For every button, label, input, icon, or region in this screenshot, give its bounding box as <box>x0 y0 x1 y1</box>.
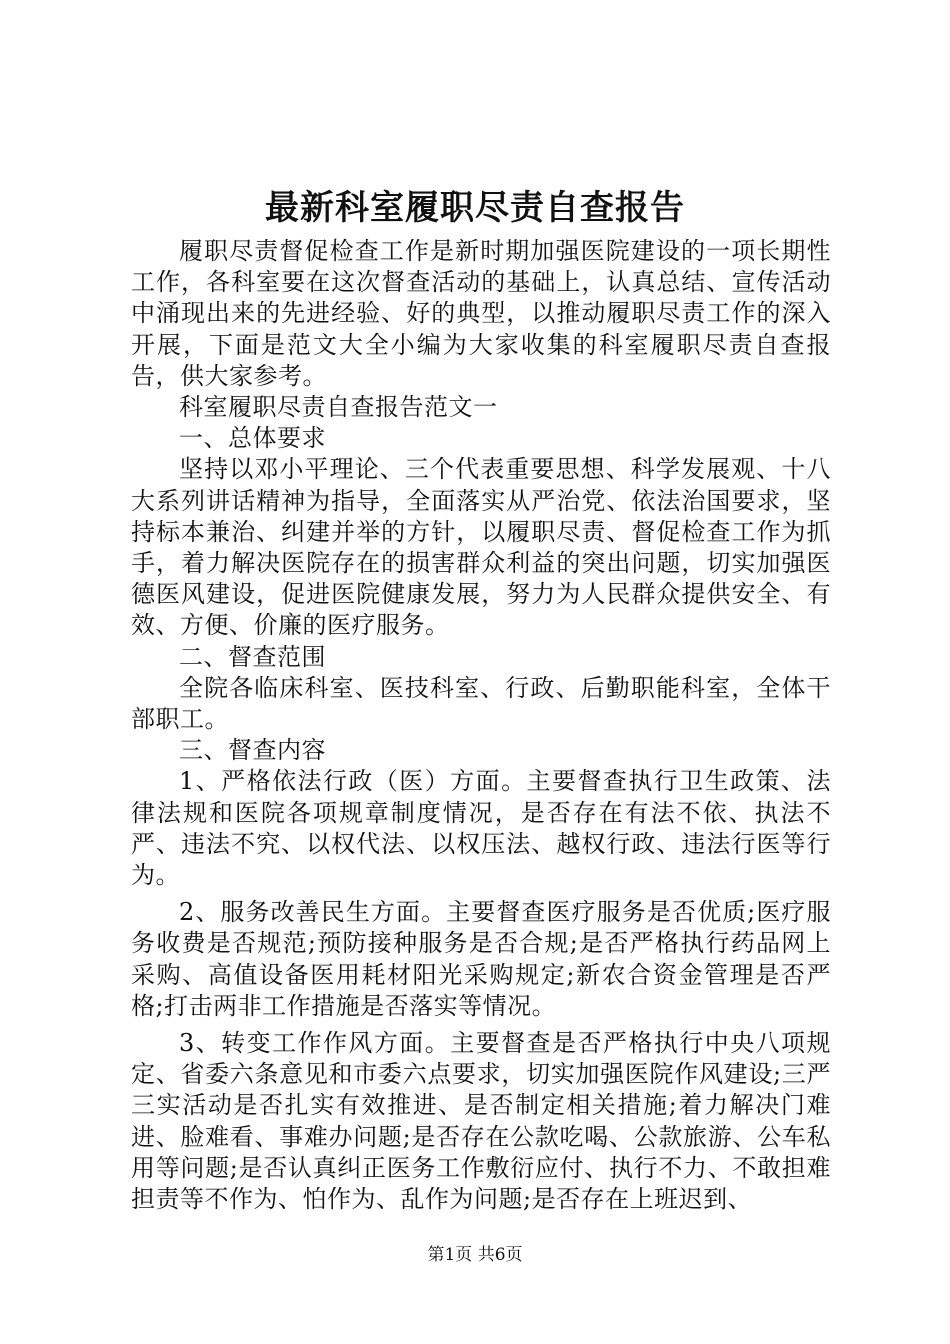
paragraph-content-item-2: 2、服务改善民生方面。主要督查医疗服务是否优质;医疗服务收费是否规范;预防接种服务是否合规;是否严格执行药品网上采购、高值设备医用耗材阳光采购规定;新农合资金管理是否严格;打击两非工作措施是否落实等情况。 <box>131 898 831 1020</box>
paragraph-intro: 履职尽责督促检查工作是新时期加强医院建设的一项长期性工作，各科室要在这次督查活动的基础上，认真总结、宣传活动中涌现出来的先进经验、好的典型，以推动履职尽责工作的深入开展，下面是范文大全小编为大家收集的科室履职尽责自查报告，供大家参考。 <box>131 237 831 390</box>
paragraph-content-item-1: 1、严格依法行政（医）方面。主要督查执行卫生政策、法律法规和医院各项规章制度情况，是否存在有法不依、执法不严、违法不究、以权代法、以权压法、越权行政、违法行医等行为。 <box>131 767 831 890</box>
section-heading-scope: 二、督查范围 <box>179 642 326 671</box>
paragraph-scope: 全院各临床科室、医技科室、行政、后勤职能科室，全体干部职工。 <box>131 673 831 734</box>
section-heading-general-requirements: 一、总体要求 <box>179 424 326 453</box>
page-footer: 第1页 共6页 <box>427 1245 523 1265</box>
paragraph-general-requirements: 坚持以邓小平理论、三个代表重要思想、科学发展观、十八大系列讲话精神为指导，全面落实从严治党、依法治国要求，坚持标本兼治、纠建并举的方针，以履职尽责、督促检查工作为抓手，着力解决医院存在的损害群众利益的突出问题，切实加强医德医风建设，促进医院健康发展，努力为人民群众提供安全、有效、方便、价廉的医疗服务。 <box>131 455 831 640</box>
document-title: 最新科室履职尽责自查报告 <box>265 188 685 228</box>
paragraph-content-item-3: 3、转变工作作风方面。主要督查是否严格执行中央八项规定、省委六条意见和市委六点要求，切实加强医院作风建设;三严三实活动是否扎实有效推进、是否制定相关措施;着力解决门难进、脸难看、事难办问题;是否存在公款吃喝、公款旅游、公车私用等问题;是否认真纠正医务工作敷衍应付、执行不力、不敢担难担责等不作为、怕作为、乱作为问题;是否存在上班迟到、 <box>131 1029 831 1214</box>
paragraph-sample-heading: 科室履职尽责自查报告范文一 <box>179 393 498 422</box>
section-heading-content: 三、督查内容 <box>179 736 326 765</box>
document-body <box>131 236 831 1215</box>
